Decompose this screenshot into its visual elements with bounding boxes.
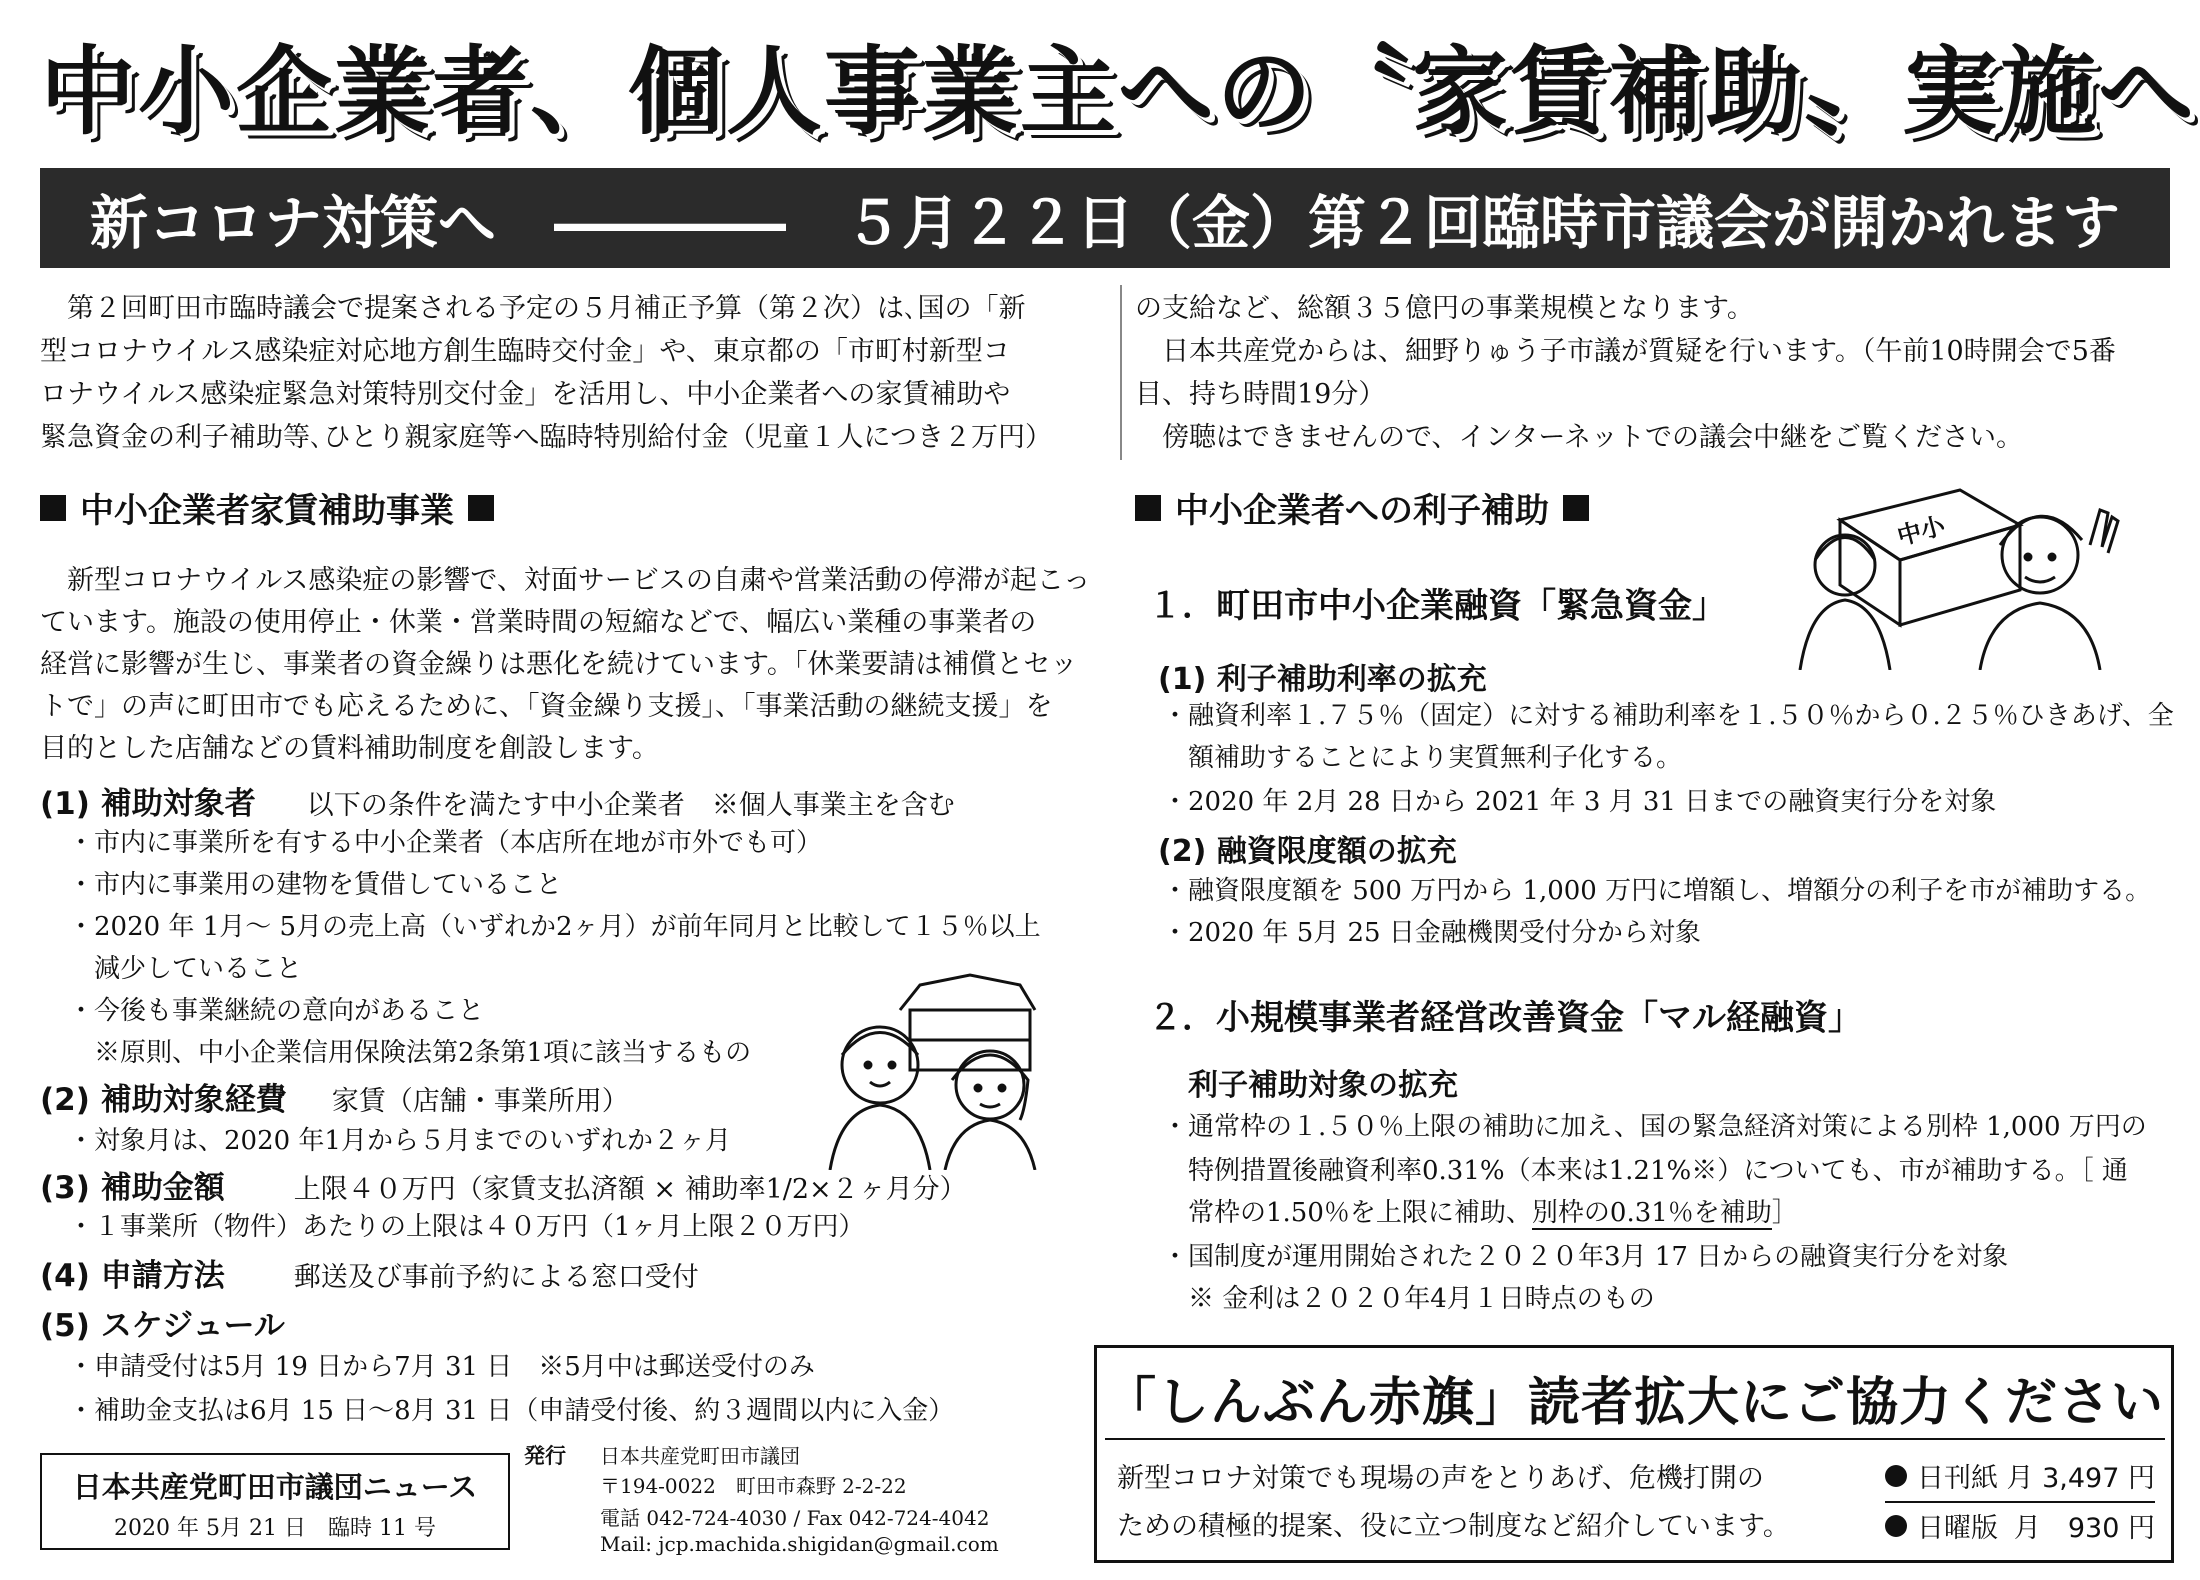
subscription-promo-box (1094, 1345, 2174, 1563)
headline: 中小企業者、個人事業主への〝家賃補助〟実施へ (40, 36, 2196, 148)
bullet: ・市内に事業所を有する中小企業者（本店所在地が市外でも可） (68, 828, 823, 858)
body-line: トで」の声に町田市でも応えるために、「資金繰り支援」、「事業活動の継続支援」を (40, 691, 1053, 722)
item-text: 家賃（店舗・事業所用） (331, 1086, 629, 1117)
publisher-name: 日本共産党町田市議団 (600, 1444, 800, 1468)
bullet: ※原則、中小企業信用保険法第2条第1項に該当するもの (68, 1038, 752, 1068)
column-divider (1120, 285, 1122, 460)
price-daily (1885, 1456, 2155, 1503)
bullet: ・融資限度額を 500 万円から 1,000 万円に増額し、増額分の利子を市が補助する。 (1162, 876, 2152, 906)
publisher-phone: 電話 042-724-4030 / Fax 042-724-4042 (600, 1506, 990, 1530)
intro-left-line: 緊急資金の利子補助等､ひとり親家庭等へ臨時特別給付金（児童１人につき２万円） (40, 422, 1052, 453)
item-label: (1) 補助対象者 (40, 786, 256, 822)
bullet: ・2020 年 1月〜 5月の売上高（いずれか2ヶ月）が前年同月と比較して１５％以上 (68, 912, 1041, 942)
newsletter-title: 日本共産党町田市議団ニュース (72, 1470, 478, 1504)
promo-text-2: ための積極的提案、役に立つ制度など紹介しています。 (1117, 1511, 1790, 1542)
bullet: ・融資利率１.７５％（固定）に対する補助利率を１.５０％から０.２５％ひきあげ、全 (1162, 701, 2174, 731)
woman-head (956, 1051, 1024, 1119)
intro-left-line: ロナウイルス感染症緊急対策特別交付金」を活用し、中小企業者への家賃補助や (40, 379, 1011, 410)
item-4 (40, 1250, 699, 1295)
right-sub-2: (2) 融資限度額の拡充 (1158, 834, 1457, 869)
bullet: ・通常枠の１.５０％上限の補助に加え、国の緊急経済対策による別枠 1,000 万円の (1162, 1112, 2147, 1142)
subhead-banner: 新コロナ対策へ ―――― ５月２２日（金）第２回臨時市議会が開かれます (40, 168, 2170, 268)
promo-divider (1105, 1438, 2165, 1440)
bullet: ・補助金支払は6月 15 日〜8月 31 日（申請受付後、約３週間以内に入金） (68, 1396, 955, 1426)
man-head (842, 1027, 918, 1103)
bullet: ※ 金利は２０２０年4月１日時点のもの (1162, 1284, 1655, 1314)
intro-left-line: 第２回町田市臨時議会で提案される予定の５月補正予算（第２次）は､国の「新 (40, 293, 1026, 324)
item-5 (40, 1300, 285, 1345)
right-heading-1: １．町田市中小企業融資「緊急資金」 (1148, 586, 1726, 626)
newsletter-date: 2020 年 5月 21 日 臨時 11 号 (114, 1516, 436, 1541)
promo-text-1: 新型コロナ対策でも現場の声をとりあげ、危機打開の (1117, 1463, 1764, 1494)
price-name: 日刊紙 (1917, 1463, 1998, 1494)
intro-left (40, 287, 1105, 459)
price-name: 日曜版 (1917, 1513, 1998, 1544)
bullet: ・国制度が運用開始された２０２０年3月 17 日からの融資実行分を対象 (1162, 1242, 2009, 1272)
bullet: ・１事業所（物件）あたりの上限は４０万円（1ヶ月上限２０万円） (68, 1212, 865, 1242)
item-text: 上限４０万円（家賃支払済額 × 補助率1/2×２ヶ月分） (293, 1174, 967, 1205)
item-1 (40, 778, 955, 823)
square-icon (1135, 495, 1161, 521)
left-section-title-text: 中小企業者家賃補助事業 (80, 491, 454, 531)
item-label: (2) 補助対象経費 (40, 1082, 287, 1118)
right-section-title (1135, 483, 1589, 532)
worker-box-illustration (1790, 485, 2120, 670)
bullet: ・対象月は、2020 年1月から５月までのいずれか２ヶ月 (68, 1126, 731, 1156)
intro-left-line: 型コロナウイルス感染症対応地方創生臨時交付金」や、東京都の「市町村新型コ (40, 336, 1010, 367)
shop-people-illustration (820, 970, 1080, 1170)
bullet: 額補助することにより実質無利子化する。 (1162, 743, 1683, 773)
bullet-part: 常枠の1.50％を上限に補助、 (1162, 1198, 1532, 1228)
bullet: ・申請受付は5月 19 日から7月 31 日 ※5月中は郵送受付のみ (68, 1352, 815, 1382)
bullet (1162, 1192, 1798, 1229)
bullet: ・市内に事業用の建物を賃借していること (68, 870, 563, 900)
intro-right (1135, 287, 2170, 459)
right-section-title-text: 中小企業者への利子補助 (1175, 491, 1549, 531)
left-section-title (40, 483, 494, 532)
bullet: ・今後も事業継続の意向があること (68, 996, 485, 1026)
intro-right-line: 目、持ち時間19分） (1135, 379, 1386, 410)
item-text: 郵送及び事前予約による窓口受付 (293, 1262, 699, 1293)
body-line: ています。施設の使用停止・休業・営業時間の短縮などで、幅広い業種の事業者の (40, 607, 1037, 638)
bullet: ・2020 年 5月 25 日金融機関受付分から対象 (1162, 918, 1701, 948)
right-sub-1: (1) 利子補助利率の拡充 (1158, 662, 1487, 697)
body-line: 新型コロナウイルス感染症の影響で、対面サービスの自粛や営業活動の停滞が起こっ (40, 565, 1091, 596)
price-sunday (1885, 1506, 2155, 1545)
bullet: 特例措置後融資利率0.31%（本来は1.21%※）についても、市が補助する。［ 通 (1162, 1156, 2128, 1186)
right-heading-2: ２．小規模事業者経営改善資金「マル経融資」 (1148, 998, 1862, 1038)
publisher-address: 〒194-0022 町田市森野 2-2-22 (600, 1474, 907, 1498)
publisher-label: 発行 (524, 1444, 566, 1468)
promo-title: 「しんぶん赤旗」読者拡大にご協力ください (1103, 1373, 2164, 1433)
publisher-mail: Mail: jcp.machida.shigidan@gmail.com (600, 1532, 999, 1556)
intro-right-line: の支給など、総額３５億円の事業規模となります。 (1135, 293, 1754, 324)
newsletter-box (40, 1453, 510, 1550)
bullet: ・2020 年 2月 28 日から 2021 年 3 月 31 日までの融資実行分を対象 (1162, 787, 1997, 817)
price-value: 月 930 円 (2013, 1513, 2155, 1544)
bullet-dot-icon (1885, 1515, 1907, 1537)
item-label: (4) 申請方法 (40, 1258, 225, 1294)
bullet-dot-icon (1885, 1465, 1907, 1487)
item-2 (40, 1074, 629, 1119)
bullet: 減少していること (68, 954, 303, 984)
left-section-body (40, 560, 1115, 770)
intro-right-line: 傍聴はできませんので、インターネットでの議会中継をご覧ください。 (1135, 422, 2024, 453)
worker-body (1980, 603, 2100, 670)
right-sub-3: 利子補助対象の拡充 (1188, 1068, 1458, 1103)
square-icon (40, 495, 66, 521)
body-line: 経営に影響が生じ、事業者の資金繰りは悪化を続けています。「休業要請は補償とセッ (40, 649, 1078, 680)
body-line: 目的とした店舗などの賃料補助制度を創設します。 (40, 733, 659, 764)
bullet-part: ］ (1771, 1198, 1798, 1228)
square-icon (468, 495, 494, 521)
man-body (830, 1105, 930, 1170)
item-label: (3) 補助金額 (40, 1170, 225, 1206)
square-icon (1563, 495, 1589, 521)
box-label: 中小 (1894, 511, 1948, 551)
item-text: 以下の条件を満たす中小企業者 ※個人事業主を含む (306, 790, 955, 821)
intro-right-line: 日本共産党からは、細野りゅう子市議が質疑を行います。（午前10時開会で5番 (1135, 336, 2116, 367)
price-value: 月 3,497 円 (2006, 1463, 2155, 1494)
underlined-text: 別枠の0.31％を補助 (1531, 1198, 1772, 1228)
shop-roof (900, 975, 1035, 1010)
woman-body (945, 1120, 1035, 1170)
item-label: (5) スケジュール (40, 1308, 285, 1344)
woman-head (1815, 535, 1875, 595)
